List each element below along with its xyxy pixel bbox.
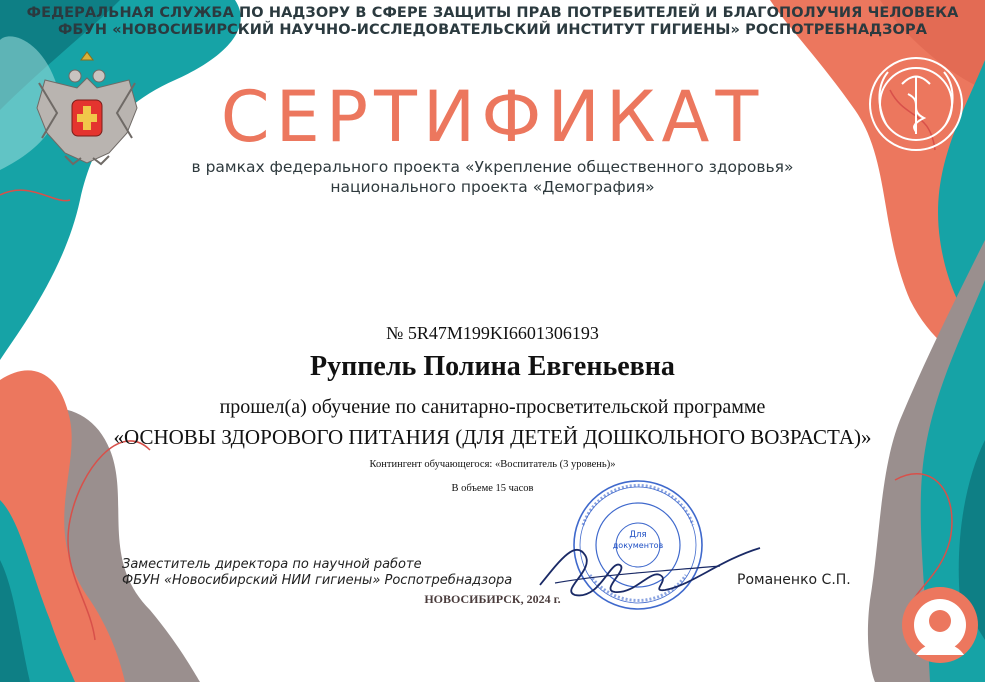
signatory-position-line-1: Заместитель директора по научной работе [122,557,422,572]
recipient-name: Руппель Полина Евгеньевна [310,351,675,382]
completed-text: прошел(а) обучение по санитарно-просветительской программе [219,396,766,418]
header-line-1: ФЕДЕРАЛЬНАЯ СЛУЖБА ПО НАДЗОРУ В СФЕРЕ ЗАЩИТЫ ПРАВ ПОТРЕБИТЕЛЕЙ И БЛАГОПОЛУЧИЯ ЧЕЛОВЕКА [26,5,959,21]
program-name: «ОСНОВЫ ЗДОРОВОГО ПИТАНИЯ (ДЛЯ ДЕТЕЙ ДОШКОЛЬНОГО ВОЗРАСТА)» [113,425,872,449]
city-year: НОВОСИБИРСК, 2024 г. [424,592,561,606]
hours-text: В объеме 15 часов [451,483,534,494]
subtitle-line-2: национального проекта «Демография» [330,178,655,196]
certificate-title: СЕРТИФИКАТ [220,76,765,158]
signatory-name: Романенко С.П. [737,572,851,588]
certificate-number: № 5R47M199KI6601306193 [386,323,599,343]
stamp-center-line-1: Для [629,530,647,540]
signatory-position-line-2: ФБУН «Новосибирский НИИ гигиены» Роспотребнадзора [122,573,513,588]
header-line-2: ФБУН «НОВОСИБИРСКИЙ НАУЧНО-ИССЛЕДОВАТЕЛЬСКИЙ ИНСТИТУТ ГИГИЕНЫ» РОСПОТРЕБНАДЗОРА [57,22,928,38]
subtitle-line-1: в рамках федерального проекта «Укрепление общественного здоровья» [191,158,794,176]
stamp-center-line-2: документов [612,541,664,550]
contingent-text: Контингент обучающегося: «Воспитатель (3 уровень)» [369,459,616,470]
